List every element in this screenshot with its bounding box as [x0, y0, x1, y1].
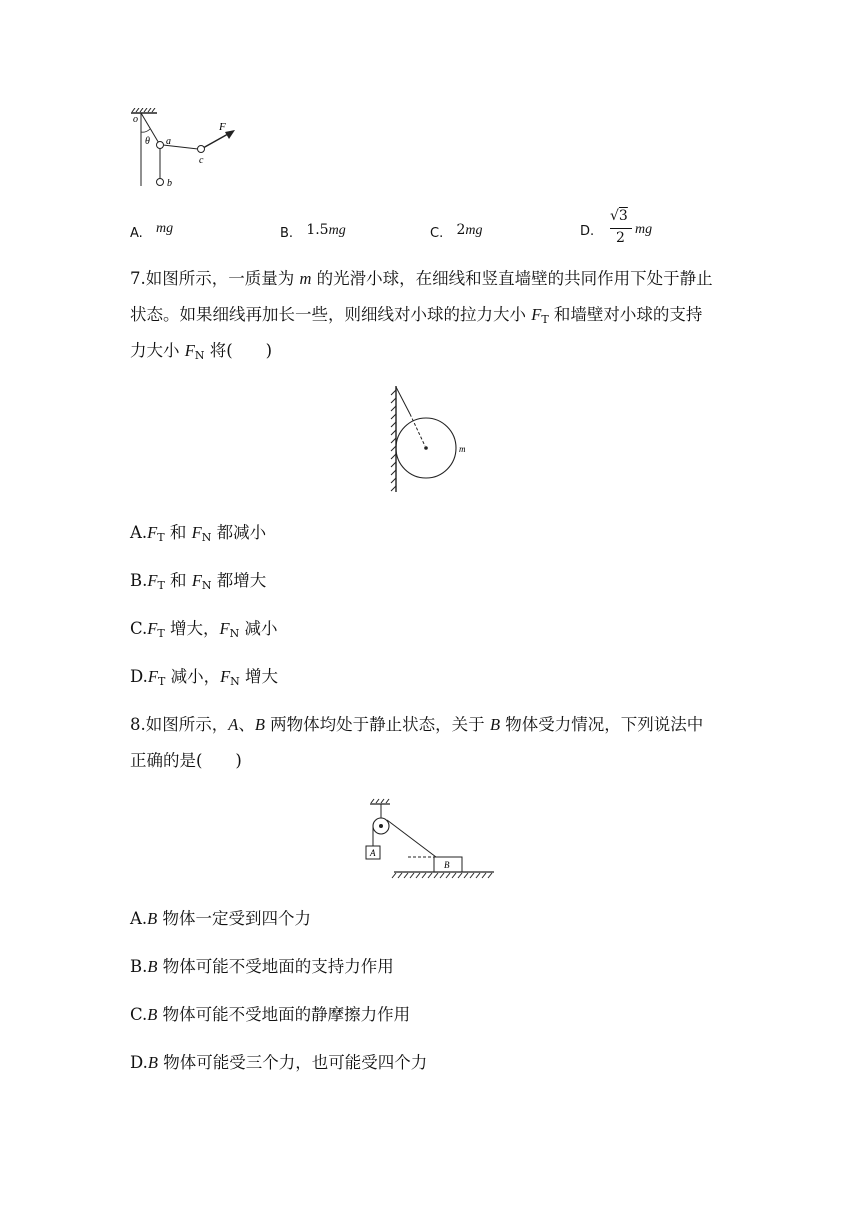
q8-stem-line1: 8.如图所示，A、B 两物体均处于静止状态，关于 B 物体受力情况，下列说法中 — [130, 715, 704, 734]
q7-option-d[interactable]: $D.F_T$ 减小，$F_N$ 增大 — [130, 667, 279, 688]
q8-option-d[interactable]: D.B 物体可能受三个力，也可能受四个力 — [130, 1053, 428, 1072]
q8-option-c[interactable]: C.B 物体可能不受地面的静摩擦力作用 — [130, 1005, 411, 1024]
label-b: b — [167, 178, 172, 189]
ball-c — [198, 146, 205, 153]
q6-option-c[interactable]: C. 2mg — [430, 222, 483, 241]
q8-option-a[interactable]: A.B 物体一定受到四个力 — [130, 909, 312, 928]
q7-option-c[interactable]: $C.F_T$ 增大，$F_N$ 减小 — [130, 619, 278, 640]
q8-option-b[interactable]: B.B 物体可能不受地面的支持力作用 — [130, 957, 394, 976]
label-F: F — [219, 121, 226, 133]
mass-label: m — [459, 444, 466, 454]
label-theta: θ — [145, 136, 150, 147]
label-a: a — [166, 136, 171, 147]
ball-b — [157, 179, 164, 186]
q7-stem-line3: 力大小 $F_N$ 将( ) — [130, 341, 273, 362]
q8-stem-line2: 正确的是( ) — [130, 751, 242, 770]
q7-stem-line2: 状态。如果细线再加长一些，则细线对小球的拉力大小 $F_T$ 和墙壁对小球的支持 — [130, 305, 703, 326]
q6-figure — [125, 108, 255, 194]
q6-option-b[interactable]: B. 1.5mg — [280, 222, 346, 241]
q6-option-d[interactable]: D. √3 2 mg — [580, 208, 653, 246]
svg-text:B: B — [444, 860, 450, 870]
q7-figure — [385, 384, 485, 494]
q8-figure — [360, 796, 500, 884]
label-o: o — [133, 114, 138, 125]
svg-text:A: A — [370, 848, 376, 858]
q7-option-b[interactable]: $B.F_T$ 和 $F_N$ 都增大 — [130, 571, 267, 592]
label-c: c — [199, 155, 204, 166]
q7-option-a[interactable]: $A.F_T$ 和 $F_N$ 都减小 — [130, 523, 267, 544]
q6-option-a[interactable]: A. $^{mg}$ — [130, 221, 174, 241]
q7-stem-line1: 7.如图所示，一质量为 m 的光滑小球，在细线和竖直墙壁的共同作用下处于静止 — [130, 269, 713, 288]
ball-a — [157, 142, 164, 149]
